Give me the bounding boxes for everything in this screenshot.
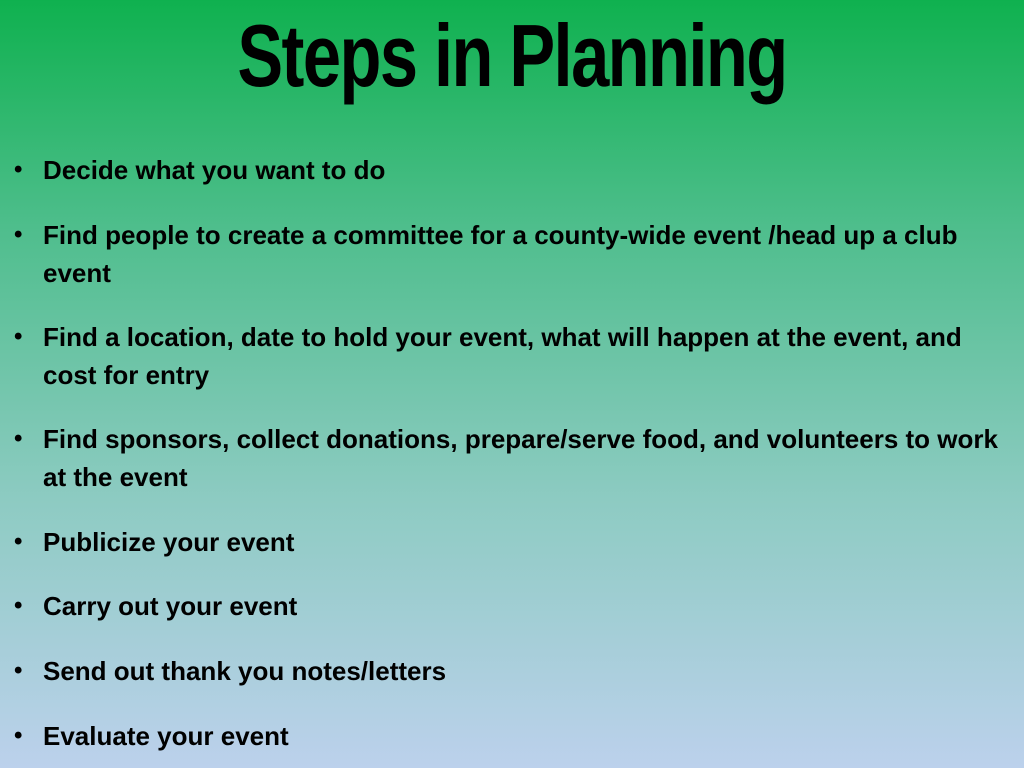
bullet-item-location [14,318,1004,394]
bullet-item-sponsors [14,420,1004,496]
bullet-text: Evaluate your event [43,721,289,751]
bullet-icon: • [14,592,23,619]
bullet-item-thank-you [14,652,1004,690]
bullet-item-committee [14,216,1004,292]
bullet-item-decide [14,151,1004,189]
bullet-item-evaluate [14,717,1004,755]
bullet-icon: • [14,221,23,248]
bullet-text: Find sponsors, collect donations, prepare/serve food, and volunteers to work at the event [43,424,998,492]
bullet-icon: • [14,425,23,452]
bullet-item-carry-out [14,587,1004,625]
slide-title: Steps in Planning [237,6,787,105]
bullet-icon: • [14,722,23,749]
bullet-icon: • [14,528,23,555]
bullet-text: Send out thank you notes/letters [43,656,447,686]
bullet-text: Decide what you want to do [43,155,386,185]
bullet-icon: • [14,156,23,183]
bullet-item-publicize [14,523,1004,561]
bullet-icon: • [14,657,23,684]
bullet-text: Publicize your event [43,527,295,557]
bullet-icon: • [14,323,23,350]
bullet-text: Carry out your event [43,591,298,621]
bullet-text: Find people to create a committee for a county-wide event /head up a club event [43,220,958,288]
bullet-text: Find a location, date to hold your event, what will happen at the event, and cost for entry [43,322,962,390]
